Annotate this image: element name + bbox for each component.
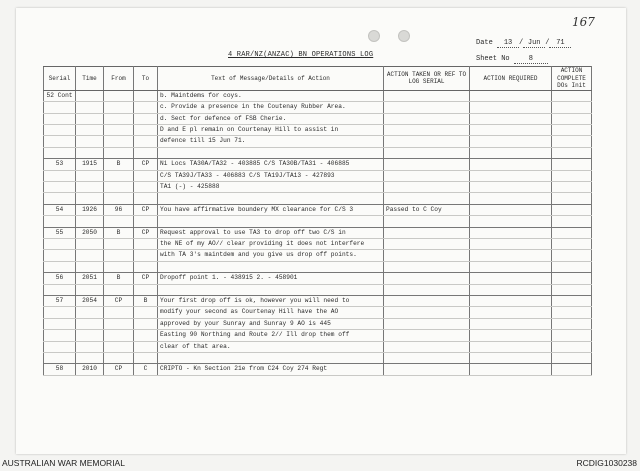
cell-from (104, 102, 134, 113)
cell-text: with TA 3's maintdem and you give us drop off points. (158, 250, 384, 261)
cell-empty (470, 113, 552, 124)
cell-empty (552, 170, 592, 181)
cell-text: approved by your Sunray and Sunray 9 AO is 445 (158, 318, 384, 329)
cell-text (158, 353, 384, 364)
cell-action (384, 182, 470, 193)
cell-serial: 55 (44, 227, 76, 238)
cell-from (104, 353, 134, 364)
cell-to: B (134, 296, 158, 307)
cell-to (134, 261, 158, 272)
cell-from (104, 307, 134, 318)
cell-from: B (104, 159, 134, 170)
cell-from (104, 182, 134, 193)
cell-serial: 54 (44, 204, 76, 215)
cell-text: defence till 15 Jun 71. (158, 136, 384, 147)
cell-action (384, 318, 470, 329)
cell-serial: 52 Cont (44, 90, 76, 101)
cell-from: B (104, 273, 134, 284)
table-row (44, 193, 592, 204)
cell-action (384, 136, 470, 147)
cell-from: 96 (104, 204, 134, 215)
cell-empty (470, 330, 552, 341)
cell-from (104, 125, 134, 136)
cell-text (158, 193, 384, 204)
cell-empty (470, 318, 552, 329)
cell-text: You have affirmative boundery MX clearance for C/S 3 (158, 204, 384, 215)
cell-serial: 56 (44, 273, 76, 284)
cell-time (76, 239, 104, 250)
table-row (44, 216, 592, 227)
cell-action (384, 193, 470, 204)
table-row (44, 102, 592, 113)
cell-to (134, 193, 158, 204)
cell-time (76, 193, 104, 204)
cell-to (134, 250, 158, 261)
cell-to: CP (134, 159, 158, 170)
cell-serial (44, 353, 76, 364)
cell-action: Passed to C Coy (384, 204, 470, 215)
cell-time (76, 136, 104, 147)
cell-empty (552, 193, 592, 204)
cell-empty (552, 341, 592, 352)
cell-text (158, 284, 384, 295)
cell-action (384, 227, 470, 238)
table-row (44, 227, 592, 238)
cell-time (76, 284, 104, 295)
cell-time: 1926 (76, 204, 104, 215)
cell-serial (44, 136, 76, 147)
cell-time: 2010 (76, 364, 104, 375)
table-row (44, 147, 592, 158)
cell-time (76, 261, 104, 272)
footer-record-id: RCDIG1030238 (576, 458, 637, 468)
cell-serial (44, 182, 76, 193)
cell-text: b. Maintdems for coys. (158, 90, 384, 101)
cell-empty (470, 102, 552, 113)
cell-text: c. Provide a presence in the Coutenay Rubber Area. (158, 102, 384, 113)
cell-empty (552, 307, 592, 318)
cell-action (384, 353, 470, 364)
cell-serial (44, 330, 76, 341)
col-header-action-taken: ACTION TAKEN OR REF TO LOG SERIAL (384, 67, 470, 91)
cell-to (134, 182, 158, 193)
handwritten-sheet-number: 167 (572, 15, 595, 29)
cell-text: Dropoff point 1. - 438915 2. - 458901 (158, 273, 384, 284)
cell-action (384, 250, 470, 261)
col-header-time: Time (76, 67, 104, 91)
cell-from: CP (104, 296, 134, 307)
cell-to (134, 90, 158, 101)
cell-empty (552, 136, 592, 147)
cell-time (76, 341, 104, 352)
cell-text: clear of that area. (158, 341, 384, 352)
cell-to: CP (134, 204, 158, 215)
cell-to: C (134, 364, 158, 375)
cell-serial: 53 (44, 159, 76, 170)
cell-time (76, 147, 104, 158)
cell-empty (552, 284, 592, 295)
cell-to (134, 353, 158, 364)
cell-text: the NE of my AO// clear providing it does not interfere (158, 239, 384, 250)
cell-time (76, 250, 104, 261)
cell-serial (44, 284, 76, 295)
cell-text: TA1 (-) - 425888 (158, 182, 384, 193)
cell-empty (552, 147, 592, 158)
operations-log-table (43, 66, 592, 376)
cell-time (76, 307, 104, 318)
log-entries (44, 90, 592, 375)
cell-text (158, 147, 384, 158)
cell-time (76, 102, 104, 113)
table-row (44, 364, 592, 375)
table-row (44, 273, 592, 284)
cell-action (384, 102, 470, 113)
cell-empty (470, 239, 552, 250)
cell-serial: 57 (44, 296, 76, 307)
cell-to (134, 330, 158, 341)
cell-text: C/S TA39J/TA33 - 406883 C/S TA19J/TA13 - 427893 (158, 170, 384, 181)
cell-text: CRIPTO - Kn Section 21e from C24 Coy 274 Regt (158, 364, 384, 375)
cell-empty (552, 239, 592, 250)
cell-empty (470, 125, 552, 136)
table-row (44, 261, 592, 272)
cell-empty (552, 330, 592, 341)
cell-serial (44, 216, 76, 227)
cell-text: Your first drop off is ok, however you will need to (158, 296, 384, 307)
cell-time (76, 170, 104, 181)
col-header-from: From (104, 67, 134, 91)
cell-from (104, 113, 134, 124)
cell-to (134, 307, 158, 318)
cell-empty (470, 341, 552, 352)
cell-to (134, 216, 158, 227)
table-row (44, 159, 592, 170)
cell-empty (470, 353, 552, 364)
cell-empty (470, 170, 552, 181)
footer-archive-name: AUSTRALIAN WAR MEMORIAL (2, 458, 125, 468)
cell-serial (44, 261, 76, 272)
table-row (44, 113, 592, 124)
cell-time: 1915 (76, 159, 104, 170)
cell-time (76, 216, 104, 227)
cell-to (134, 318, 158, 329)
cell-empty (552, 364, 592, 375)
cell-from (104, 318, 134, 329)
cell-empty (470, 204, 552, 215)
cell-empty (552, 261, 592, 272)
cell-to (134, 136, 158, 147)
cell-from (104, 136, 134, 147)
cell-serial (44, 113, 76, 124)
table-row (44, 182, 592, 193)
cell-empty (470, 296, 552, 307)
cell-serial (44, 193, 76, 204)
cell-serial (44, 250, 76, 261)
cell-empty (552, 102, 592, 113)
cell-text: Easting 90 Northing and Route 2// Ill drop them off (158, 330, 384, 341)
cell-action (384, 113, 470, 124)
cell-action (384, 90, 470, 101)
cell-text: d. Sect for defence of FSB Cherie. (158, 113, 384, 124)
cell-from (104, 239, 134, 250)
table-row (44, 318, 592, 329)
cell-empty (470, 250, 552, 261)
cell-action (384, 261, 470, 272)
cell-text: D and E pl remain on Courtenay Hill to assist in (158, 125, 384, 136)
cell-empty (470, 147, 552, 158)
cell-empty (552, 296, 592, 307)
cell-action (384, 147, 470, 158)
cell-empty (470, 90, 552, 101)
cell-time (76, 182, 104, 193)
cell-to: CP (134, 227, 158, 238)
cell-empty (470, 261, 552, 272)
cell-time (76, 113, 104, 124)
cell-action (384, 159, 470, 170)
cell-empty (552, 318, 592, 329)
table-row (44, 170, 592, 181)
cell-to (134, 147, 158, 158)
cell-text (158, 216, 384, 227)
cell-time: 2051 (76, 273, 104, 284)
cell-time: 2054 (76, 296, 104, 307)
cell-empty (552, 216, 592, 227)
col-header-action-complete: ACTION COMPLETE DOs Init (552, 67, 592, 91)
cell-empty (552, 182, 592, 193)
table-row (44, 296, 592, 307)
cell-action (384, 239, 470, 250)
cell-empty (470, 273, 552, 284)
cell-serial: 58 (44, 364, 76, 375)
cell-empty (470, 364, 552, 375)
cell-from (104, 284, 134, 295)
cell-text: Request approval to use TA3 to drop off two C/S in (158, 227, 384, 238)
cell-action (384, 170, 470, 181)
cell-action (384, 296, 470, 307)
cell-empty (470, 182, 552, 193)
cell-serial (44, 341, 76, 352)
col-header-text: Text of Message/Details of Action (158, 67, 384, 91)
cell-action (384, 364, 470, 375)
table-row (44, 341, 592, 352)
cell-action (384, 273, 470, 284)
cell-time (76, 318, 104, 329)
cell-time (76, 90, 104, 101)
cell-text: Ni Locs TA30A/TA32 - 403885 C/S TA30B/TA31 - 406885 (158, 159, 384, 170)
cell-time (76, 353, 104, 364)
cell-empty (552, 227, 592, 238)
table-row (44, 204, 592, 215)
cell-empty (552, 250, 592, 261)
table-row (44, 307, 592, 318)
cell-from (104, 341, 134, 352)
cell-time (76, 125, 104, 136)
cell-serial (44, 125, 76, 136)
cell-empty (552, 125, 592, 136)
table-header-row (44, 67, 592, 91)
col-header-action-required: ACTION REQUIRED (470, 67, 552, 91)
cell-action (384, 216, 470, 227)
cell-from (104, 193, 134, 204)
cell-to (134, 284, 158, 295)
cell-to (134, 125, 158, 136)
table-row (44, 239, 592, 250)
cell-from (104, 216, 134, 227)
cell-to (134, 113, 158, 124)
cell-from (104, 147, 134, 158)
table-row (44, 90, 592, 101)
cell-empty (470, 284, 552, 295)
table-row (44, 250, 592, 261)
cell-empty (470, 307, 552, 318)
cell-action (384, 125, 470, 136)
date-field: Date 13 / Jun / 71 (476, 39, 571, 48)
cell-serial (44, 239, 76, 250)
cell-empty (552, 204, 592, 215)
punch-hole-left (368, 30, 380, 42)
cell-serial (44, 147, 76, 158)
cell-from (104, 90, 134, 101)
cell-from (104, 250, 134, 261)
table-row (44, 284, 592, 295)
cell-text (158, 261, 384, 272)
log-title: 4 RAR/NZ(ANZAC) BN OPERATIONS LOG (228, 51, 374, 59)
punch-hole-right (398, 30, 410, 42)
col-header-to: To (134, 67, 158, 91)
cell-empty (470, 227, 552, 238)
cell-from (104, 261, 134, 272)
table-row (44, 353, 592, 364)
cell-empty (552, 113, 592, 124)
cell-empty (470, 216, 552, 227)
cell-empty (470, 159, 552, 170)
cell-to: CP (134, 273, 158, 284)
table-row (44, 125, 592, 136)
cell-serial (44, 102, 76, 113)
table-row (44, 330, 592, 341)
col-header-serial: Serial (44, 67, 76, 91)
cell-to (134, 239, 158, 250)
table-row (44, 136, 592, 147)
cell-from (104, 330, 134, 341)
cell-serial (44, 170, 76, 181)
cell-time: 2050 (76, 227, 104, 238)
cell-to (134, 341, 158, 352)
cell-empty (470, 136, 552, 147)
cell-empty (552, 353, 592, 364)
cell-empty (552, 273, 592, 284)
cell-text: modify your second as Courtenay Hill have the AO (158, 307, 384, 318)
cell-action (384, 330, 470, 341)
cell-from: CP (104, 364, 134, 375)
sheet-number-field: Sheet No 8 (476, 55, 548, 64)
cell-empty (470, 193, 552, 204)
cell-time (76, 330, 104, 341)
cell-from: B (104, 227, 134, 238)
cell-to (134, 102, 158, 113)
cell-from (104, 170, 134, 181)
cell-empty (552, 159, 592, 170)
cell-serial (44, 318, 76, 329)
cell-serial (44, 307, 76, 318)
cell-action (384, 307, 470, 318)
cell-action (384, 284, 470, 295)
cell-to (134, 170, 158, 181)
cell-action (384, 341, 470, 352)
cell-empty (552, 90, 592, 101)
